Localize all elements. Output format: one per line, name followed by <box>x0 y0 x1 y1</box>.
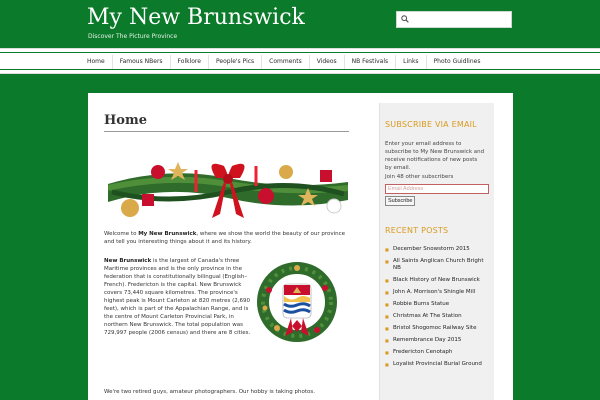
nav-item-folklore[interactable]: Folklore <box>171 55 209 69</box>
christmas-wreath-image <box>257 262 337 342</box>
subscribe-description: Enter your email address to subscribe to My New Brunswick and receive notifications of new posts by email. <box>385 141 485 171</box>
recent-post-link[interactable]: ■ John A. Morrison's Shingle Mill <box>385 289 493 301</box>
recent-post-link[interactable]: ■ Robbie Burns Statue <box>385 301 493 313</box>
subscribe-title: SUBSCRIBE VIA EMAIL <box>385 120 477 129</box>
recent-posts-title: RECENT POSTS <box>385 226 449 235</box>
recent-post-link[interactable]: ■ All Saints Anglican Church Bright NB <box>385 258 493 277</box>
site-description: Discover The Picture Province <box>88 33 178 40</box>
christmas-garland-image <box>108 148 348 226</box>
page-title: Home <box>104 113 147 128</box>
nav-item-home[interactable]: Home <box>80 55 113 69</box>
nav-item-peoples-pics[interactable]: People's Pics <box>209 55 262 69</box>
recent-post-link[interactable]: ■ Remembrance Day 2015 <box>385 337 493 349</box>
search-box[interactable] <box>396 11 512 28</box>
recent-post-link[interactable]: ■ Christmas At The Station <box>385 313 493 325</box>
retired-paragraph: We're two retired guys, amateur photographers. Our hobby is taking photos. <box>104 389 315 395</box>
nav-item-nb-festivals[interactable]: NB Festivals <box>345 55 397 69</box>
title-divider <box>104 131 349 132</box>
site-title[interactable]: My New Brunswick <box>87 5 305 30</box>
recent-post-link[interactable]: ■ Bristol Shogomoc Railway Site <box>385 325 493 337</box>
recent-post-link[interactable]: ■ December Snowstorm 2015 <box>385 246 493 258</box>
welcome-paragraph: Welcome to My New Brunswick, where we show the world the beauty of our province and tell you interesting things about it and its history. <box>104 231 346 245</box>
main-nav <box>80 55 487 69</box>
sidebar <box>379 103 494 400</box>
welcome-site-name: My New Brunswick <box>138 231 197 237</box>
search-icon[interactable] <box>401 15 409 23</box>
email-field[interactable] <box>385 184 489 194</box>
nav-item-famous-nbers[interactable]: Famous NBers <box>113 55 171 69</box>
recent-post-link[interactable]: ■ Loyalist Provincial Burial Ground <box>385 361 493 373</box>
content-area <box>88 93 513 400</box>
nav-item-photo-guidlines[interactable]: Photo Guidlines <box>433 58 481 65</box>
nav-item-comments[interactable]: Comments <box>262 55 310 69</box>
site-header <box>0 0 600 48</box>
recent-post-link[interactable]: ■ Black History of New Brunswick <box>385 277 493 289</box>
recent-post-link[interactable]: ■ Fredericton Cenotaph <box>385 349 493 361</box>
nb-paragraph: New Brunswick is the largest of Canada's three Maritime provinces and is the only province in the federation that is constitutionally bilingual (English–French). Fredericton is the capital. New Brunswick covers 73,440 square kilometres. The province's highest peak is Mount Carleton at 820 metres (2,690 feet), which is part of the Appalachian Range, and is the centre of Mount Carleton Provincial Park, in northern New Brunswick. The total population was 729,997 people (2006 census) and there are 8 cities. <box>104 258 251 336</box>
nb-name: New Brunswick <box>104 258 152 264</box>
nav-item-links[interactable]: Links <box>396 55 426 69</box>
nav-item-videos[interactable]: Videos <box>310 55 345 69</box>
recent-posts-list <box>385 246 493 373</box>
subscribe-button[interactable]: Subscribe <box>385 196 415 206</box>
subscriber-count: Join 48 other subscribers <box>385 174 454 180</box>
search-input[interactable] <box>411 13 509 26</box>
